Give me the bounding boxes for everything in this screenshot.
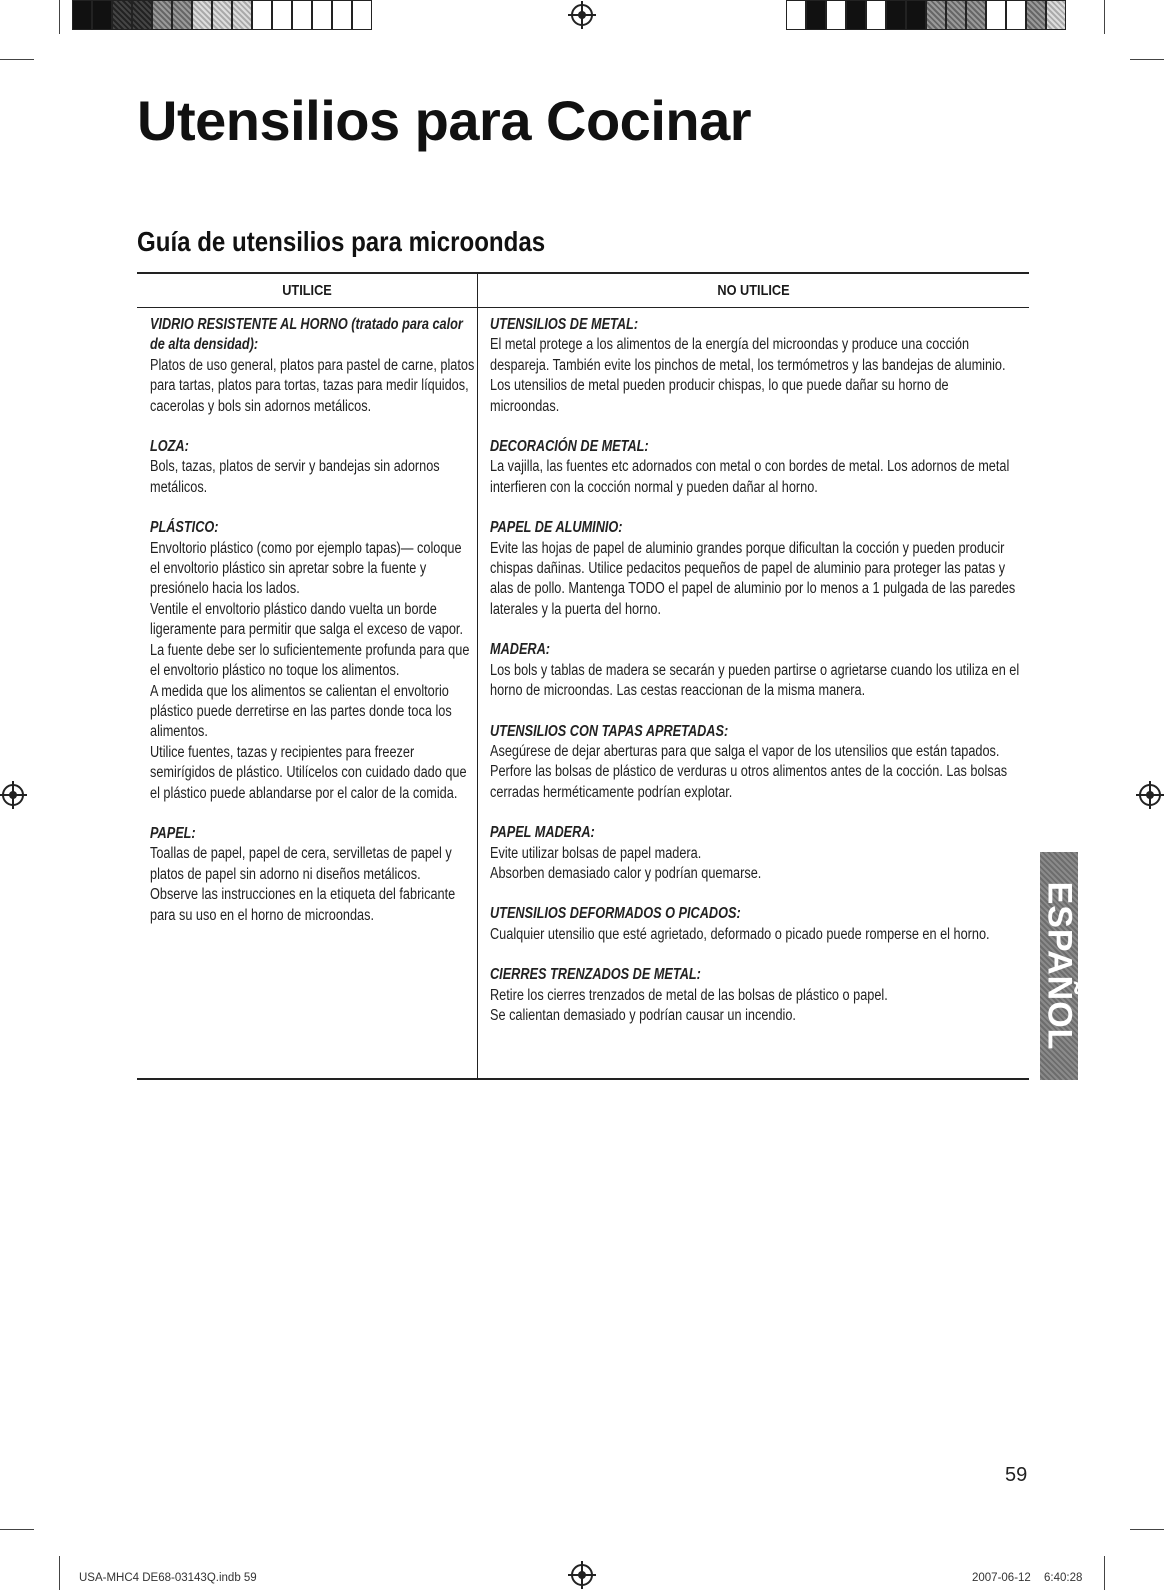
- table-header-rule: [137, 307, 1029, 308]
- do-not-use-section: [490, 904, 1020, 945]
- registration-mark-icon: [571, 4, 593, 26]
- do-not-use-section-text: Retire los cierres trenzados de metal de las bolsas de plástico o papel.: [490, 986, 888, 1004]
- footer-date: 2007-06-12: [972, 1572, 1031, 1584]
- do-not-use-column-content: [490, 315, 1020, 1026]
- use-section-text: Observe las instrucciones en la etiqueta del fabricante para su uso en el horno de microondas.: [150, 886, 456, 924]
- do-not-use-section: [490, 315, 1020, 417]
- do-not-use-section-text: El metal protege a los alimentos de la energía del microondas y produce una cocción despareja. También evite los pinchos de metal, los termómetros y las bandejas de aluminio. Los utensilios de metal pueden producir chispas, lo que puede dañar su horno de microondas.: [490, 336, 1006, 415]
- use-section-title: PAPEL:: [150, 824, 196, 842]
- do-not-use-section: [490, 823, 1020, 884]
- use-section: [150, 518, 475, 804]
- do-not-use-section-text: Perfore las bolsas de plástico de verduras u otros alimentos antes de la cocción. Las bolsas cerradas herméticamente podrían explotar.: [490, 763, 1008, 801]
- do-not-use-section-text: La vajilla, las fuentes etc adornados con metal o con bordes de metal. Los adornos de metal interfieren con la cocción normal y pueden dañar al horno.: [490, 458, 1010, 496]
- do-not-use-column: [490, 315, 1020, 1046]
- registration-mark-icon: [2, 784, 24, 806]
- crop-mark: [1130, 59, 1164, 60]
- crop-mark: [0, 1529, 34, 1530]
- footer-file-name: USA-MHC4 DE68-03143Q.indb 59: [79, 1572, 257, 1584]
- use-section-text: Envoltorio plástico (como por ejemplo tapas)— coloque el envoltorio plástico sin apretar sobre la fuente y presiónelo hacia los lados.: [150, 539, 462, 598]
- use-section-text: A medida que los alimentos se calientan el envoltorio plástico puede derretirse en las partes donde toca los alimentos.: [150, 682, 452, 741]
- use-section-text: Toallas de papel, papel de cera, servilletas de papel y platos de papel sin adorno ni diseños metálicos.: [150, 845, 452, 883]
- do-not-use-section-title: PAPEL MADERA:: [490, 824, 595, 842]
- do-not-use-section-title: PAPEL DE ALUMINIO:: [490, 519, 623, 537]
- section-heading: Guía de utensilios para microondas: [137, 226, 546, 257]
- do-not-use-section: [490, 640, 1020, 701]
- crop-mark: [59, 1556, 60, 1590]
- do-not-use-section-title: UTENSILIOS CON TAPAS APRETADAS:: [490, 722, 729, 740]
- do-not-use-section: [490, 722, 1020, 804]
- crop-mark: [1104, 0, 1105, 34]
- crop-mark: [1130, 1529, 1164, 1530]
- use-section: [150, 315, 475, 417]
- use-section-text: Utilice fuentes, tazas y recipientes para freezer semirígidos de plástico. Utilícelos con cuidado dado que el plástico puede ablandarse por el calor de la comida.: [150, 743, 467, 802]
- language-tab-label: ESPAÑOL: [1040, 881, 1079, 1051]
- print-color-bar-left: [72, 0, 372, 30]
- registration-mark-icon: [571, 1564, 593, 1586]
- use-section-text: Platos de uso general, platos para pastel de carne, platos para tartas, platos para tortas, tazas para medir líquidos, cacerolas y bols sin adornos metálicos.: [150, 356, 475, 415]
- do-not-use-section-title: MADERA:: [490, 641, 551, 659]
- use-section-text: Bols, tazas, platos de servir y bandejas sin adornos metálicos.: [150, 458, 440, 496]
- use-section-title: LOZA:: [150, 438, 189, 456]
- column-header-use: UTILICE: [282, 282, 332, 299]
- page-number: 59: [1005, 1464, 1028, 1486]
- crop-mark: [1104, 1556, 1105, 1590]
- do-not-use-section-title: UTENSILIOS DE METAL:: [490, 316, 639, 333]
- use-column: [150, 315, 475, 946]
- do-not-use-section-text: Los bols y tablas de madera se secarán y pueden partirse o agrietarse cuando los utiliza en el horno de microondas. Las cestas reaccionan de la misma manera.: [490, 661, 1020, 700]
- use-column-content: [150, 315, 475, 926]
- do-not-use-section-text: Evite las hojas de papel de aluminio grandes porque dificultan la cocción y pueden producir chispas dañinas. Utilice pedacitos pequeños de papel de aluminio para proteger las patas y alas de pollo. Mantenga TODO el papel de aluminio por lo menos a 1 pulgada de las paredes laterales y la puerta del horno.: [490, 539, 1016, 618]
- use-section-text: Ventile el envoltorio plástico dando vuelta un borde ligeramente para permitir que salga el exceso de vapor. La fuente debe ser lo suficientemente profunda para que el envoltorio plástico no toque los alimentos.: [150, 600, 470, 680]
- column-header-do-not-use: NO UTILICE: [717, 282, 790, 299]
- use-section: [150, 437, 475, 498]
- use-section-title: VIDRIO RESISTENTE AL HORNO (tratado para calor de alta densidad):: [150, 316, 463, 354]
- footer-time: 6:40:28: [1044, 1572, 1083, 1584]
- use-section: [150, 824, 475, 926]
- registration-mark-icon: [1139, 784, 1161, 806]
- do-not-use-section: [490, 518, 1020, 620]
- table-top-rule: [137, 272, 1029, 274]
- do-not-use-section-text: Evite utilizar bolsas de papel madera.: [490, 844, 702, 862]
- do-not-use-section-text: Cualquier utensilio que esté agrietado, deformado o picado puede romperse en el horno.: [490, 925, 990, 943]
- use-section-title: PLÁSTICO:: [150, 519, 219, 537]
- do-not-use-section-title: DECORACIÓN DE METAL:: [490, 438, 649, 456]
- do-not-use-section-text: Se calientan demasiado y podrían causar un incendio.: [490, 1006, 796, 1024]
- do-not-use-section-text: Absorben demasiado calor y podrían quemarse.: [490, 864, 762, 882]
- crop-mark: [0, 59, 34, 60]
- do-not-use-section: [490, 437, 1020, 498]
- table-column-divider: [477, 272, 478, 1080]
- page-title: Utensilios para Cocinar: [137, 89, 752, 152]
- print-color-bar-right: [786, 0, 1066, 30]
- do-not-use-section: [490, 965, 1020, 1026]
- language-tab: [1040, 852, 1078, 1080]
- table-bottom-rule: [137, 1078, 1029, 1080]
- do-not-use-section-text: Asegúrese de dejar aberturas para que salga el vapor de los utensilios que están tapados.: [490, 742, 1000, 760]
- do-not-use-section-title: CIERRES TRENZADOS DE METAL:: [490, 966, 701, 984]
- utensil-guide-table: [137, 272, 1029, 1080]
- do-not-use-section-title: UTENSILIOS DEFORMADOS O PICADOS:: [490, 905, 741, 923]
- crop-mark: [59, 0, 60, 34]
